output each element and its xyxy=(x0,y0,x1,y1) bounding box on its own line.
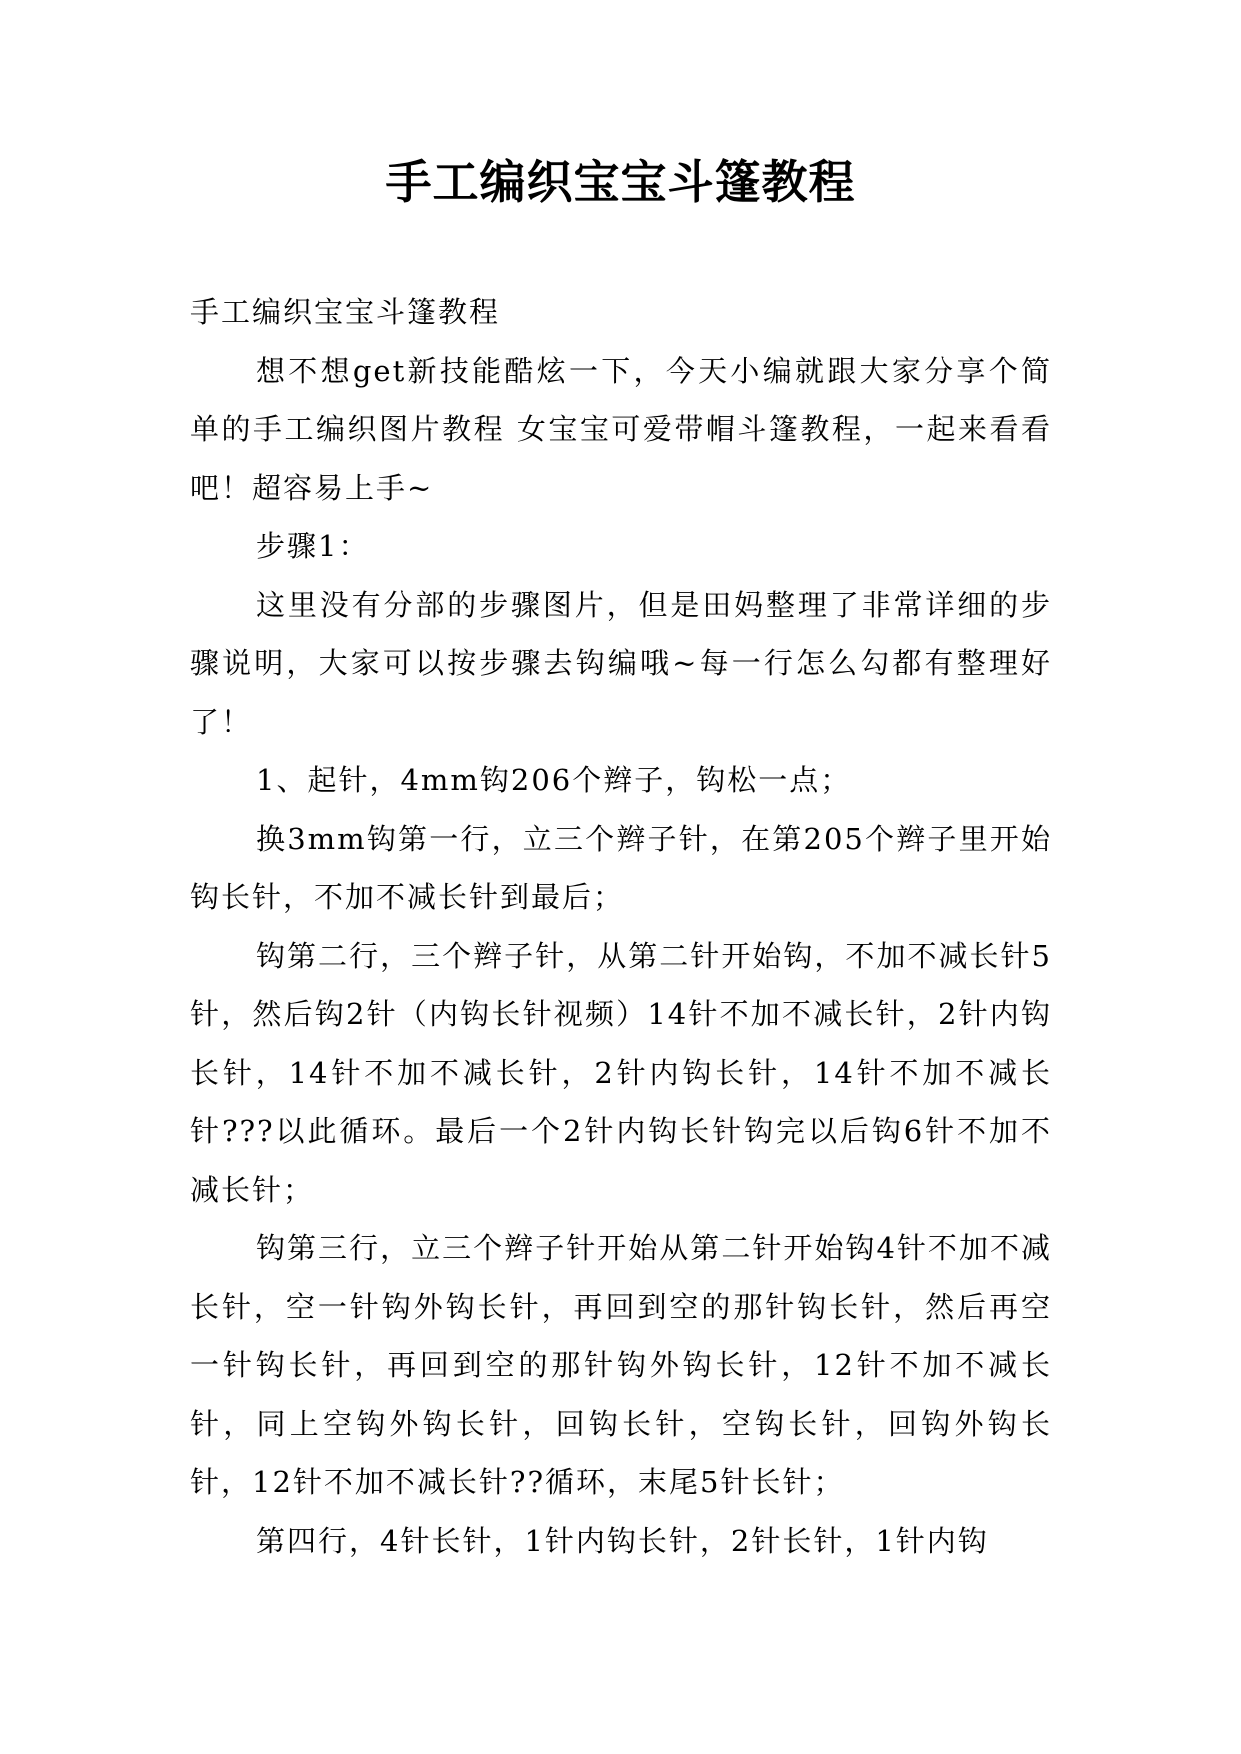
paragraph-row-2: 钩第二行，三个辫子针，从第二针开始钩，不加不减长针5针，然后钩2针（内钩长针视频）14针不加不减长针，2针内钩长针，14针不加不减长针，2针内钩长针，14针不加不减长针???以此循环。最后一个2针内钩长针钩完以后钩6针不加不减长针； xyxy=(190,938,1052,1207)
paragraph-intro: 想不想get新技能酷炫一下，今天小编就跟大家分享个简单的手工编织图片教程 女宝宝可爱带帽斗篷教程，一起来看看吧！超容易上手~ xyxy=(190,353,1052,505)
paragraph-subtitle: 手工编织宝宝斗篷教程 xyxy=(190,295,501,329)
document-body xyxy=(190,283,1052,1570)
paragraph-step-note: 这里没有分部的步骤图片，但是田妈整理了非常详细的步骤说明，大家可以按步骤去钩编哦~每一行怎么勾都有整理好了！ xyxy=(190,587,1052,739)
paragraph-row-4: 第四行，4针长针，1针内钩长针，2针长针，1针内钩 xyxy=(256,1523,989,1558)
paragraph-row-3: 钩第三行，立三个辫子针开始从第二针开始钩4针不加不减长针，空一针钩外钩长针，再回到空的那针钩长针，然后再空一针钩长针，再回到空的那针钩外钩长针，12针不加不减长针，同上空钩外钩长针，回钩长针，空钩长针，回钩外钩长针，12针不加不减长针??循环，末尾5针长针； xyxy=(190,1231,1052,1499)
document-title: 手工编织宝宝斗篷教程 xyxy=(385,155,856,209)
paragraph-step-heading: 步骤1： xyxy=(256,529,370,563)
paragraph-row-1: 换3mm钩第一行，立三个辫子针，在第205个辫子里开始钩长针，不加不减长针到最后； xyxy=(190,821,1052,914)
paragraph-cast-on: 1、起针，4mm钩206个辫子，钩松一点； xyxy=(256,763,852,797)
